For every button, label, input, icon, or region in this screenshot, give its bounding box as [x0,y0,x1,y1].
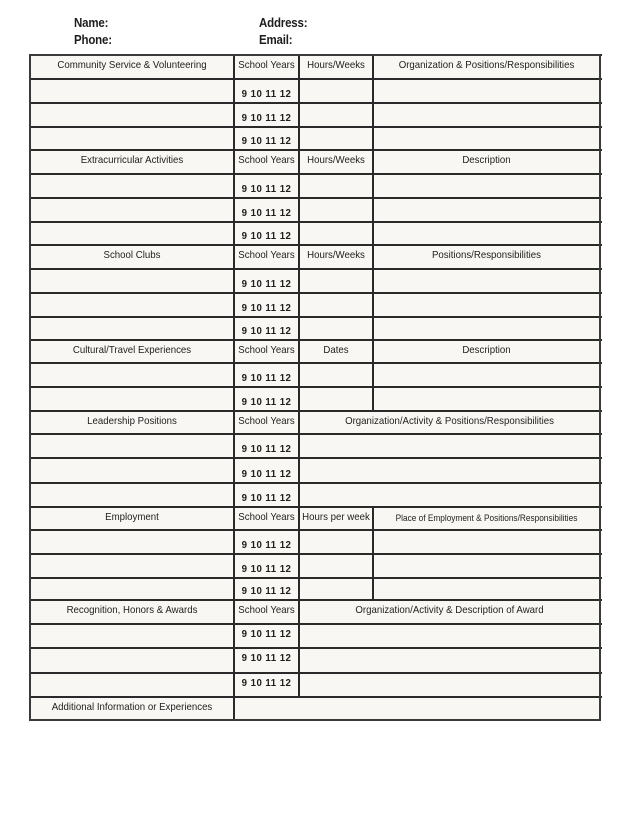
row-divider [30,599,602,601]
cultural-school-years-header-text: School Years [238,344,295,356]
cultural-school-years-options[interactable] [234,387,299,411]
row-divider [30,149,602,151]
recognition-school-years-header-text: School Years [238,604,295,616]
community-school-years-header [234,55,299,79]
clubs-school-years-options-text: 9 10 11 12 [241,325,292,337]
extracurricular-description-field[interactable] [373,198,600,222]
employment-school-years-options[interactable] [234,530,299,554]
extracurricular-entry-field[interactable] [30,222,234,245]
extracurricular-section-title [30,150,234,174]
extracurricular-entry-field[interactable] [30,198,234,222]
leadership-school-years-header [234,411,299,434]
community-school-years-options[interactable] [234,79,299,103]
leadership-description-field[interactable] [299,483,600,507]
cultural-col4-header [373,340,600,363]
row-divider [30,647,602,649]
column-divider [298,600,300,697]
employment-col4-header [373,507,600,530]
employment-school-years-options-text: 9 10 11 12 [241,563,292,575]
row-divider [30,78,602,80]
community-hours-field[interactable] [299,103,373,127]
column-divider [233,600,235,697]
clubs-school-years-options[interactable] [234,269,299,293]
extracurricular-section-title-text: Extracurricular Activities [80,154,184,166]
community-col4-header [373,55,600,79]
address-label: Address: [259,16,308,30]
row-divider [30,102,602,104]
employment-col3-header [299,507,373,530]
cultural-entry-field[interactable] [30,387,234,411]
leadership-entry-field[interactable] [30,458,234,483]
extracurricular-school-years-header [234,150,299,174]
leadership-school-years-options-text: 9 10 11 12 [241,443,292,455]
clubs-description-field[interactable] [373,293,600,317]
recognition-school-years-options[interactable] [234,624,299,648]
additional-info-field[interactable] [234,697,600,720]
clubs-hours-field[interactable] [299,317,373,340]
leadership-school-years-options[interactable] [234,458,299,483]
recognition-school-years-options-text: 9 10 11 12 [241,677,292,689]
cultural-col4-header-text: Description [462,344,511,356]
recognition-entry-field[interactable] [30,648,234,673]
leadership-col3-header-text: Organization/Activity & Positions/Responsibilities [345,415,554,427]
employment-hours-field[interactable] [299,578,373,600]
clubs-school-years-options[interactable] [234,317,299,340]
employment-description-field[interactable] [373,554,600,578]
community-col3-header-text: Hours/Weeks [307,59,365,71]
row-divider [30,672,602,674]
extracurricular-hours-field[interactable] [299,198,373,222]
row-divider [30,623,602,625]
row-divider [30,506,602,508]
leadership-description-field[interactable] [299,434,600,458]
column-divider [372,340,374,411]
clubs-school-years-header-text: School Years [238,249,295,261]
row-divider [30,386,602,388]
recognition-entry-field[interactable] [30,624,234,648]
leadership-school-years-options-text: 9 10 11 12 [241,492,292,504]
column-divider [298,411,300,507]
community-school-years-options[interactable] [234,103,299,127]
recognition-entry-field[interactable] [30,673,234,697]
community-description-field[interactable] [373,79,600,103]
extracurricular-school-years-options-text: 9 10 11 12 [241,230,292,242]
cultural-school-years-options-text: 9 10 11 12 [241,372,292,384]
additional-section-title-text: Additional Information or Experiences [51,701,213,713]
column-divider [233,411,235,507]
leadership-school-years-options[interactable] [234,483,299,507]
extracurricular-school-years-options[interactable] [234,222,299,245]
leadership-description-field[interactable] [299,458,600,483]
clubs-col4-header-text: Positions/Responsibilities [431,249,541,261]
clubs-col3-header-text: Hours/Weeks [307,249,365,261]
clubs-school-years-options-text: 9 10 11 12 [241,302,292,314]
community-school-years-header-text: School Years [238,59,295,71]
row-divider [30,316,602,318]
row-divider [30,221,602,223]
row-divider [30,292,602,294]
row-divider [30,529,602,531]
column-divider [233,150,235,245]
community-school-years-options-text: 9 10 11 12 [241,112,292,124]
leadership-school-years-options-text: 9 10 11 12 [241,468,292,480]
column-divider [298,245,300,340]
recognition-col3-header-text: Organization/Activity & Description of Award [355,604,544,616]
row-divider [30,410,602,412]
column-divider [233,507,235,600]
employment-school-years-options-text: 9 10 11 12 [241,539,292,551]
community-school-years-options[interactable] [234,127,299,150]
community-hours-field[interactable] [299,127,373,150]
clubs-hours-field[interactable] [299,269,373,293]
cultural-section-title-text: Cultural/Travel Experiences [72,344,192,356]
clubs-entry-field[interactable] [30,317,234,340]
employment-school-years-options[interactable] [234,554,299,578]
employment-entry-field[interactable] [30,554,234,578]
extracurricular-hours-field[interactable] [299,222,373,245]
clubs-school-years-options-text: 9 10 11 12 [241,278,292,290]
row-divider [30,173,602,175]
leadership-entry-field[interactable] [30,434,234,458]
employment-school-years-options[interactable] [234,578,299,600]
community-col4-header-text: Organization & Positions/Responsibilities [398,59,575,71]
leadership-entry-field[interactable] [30,483,234,507]
clubs-entry-field[interactable] [30,293,234,317]
community-school-years-options-text: 9 10 11 12 [241,88,292,100]
community-section-title [30,55,234,79]
recognition-school-years-options-text: 9 10 11 12 [241,628,292,640]
employment-section-title [30,507,234,530]
community-entry-field[interactable] [30,127,234,150]
cultural-hours-field[interactable] [299,363,373,387]
column-divider [233,55,235,150]
row-divider [30,54,602,56]
clubs-hours-field[interactable] [299,293,373,317]
row-divider [30,433,602,435]
recognition-school-years-options[interactable] [234,648,299,673]
cultural-hours-field[interactable] [299,387,373,411]
leadership-col3-header [299,411,600,434]
clubs-section-title [30,245,234,269]
cultural-school-years-header [234,340,299,363]
extracurricular-school-years-options-text: 9 10 11 12 [241,207,292,219]
recognition-col3-header [299,600,600,624]
community-hours-field[interactable] [299,79,373,103]
phone-label: Phone: [74,33,112,47]
row-divider [30,577,602,579]
clubs-school-years-header [234,245,299,269]
cultural-section-title [30,340,234,363]
row-divider [30,482,602,484]
recognition-description-field[interactable] [299,673,600,697]
column-divider [233,697,235,720]
employment-entry-field[interactable] [30,578,234,600]
column-divider [298,55,300,150]
column-divider [233,340,235,411]
leadership-school-years-options[interactable] [234,434,299,458]
community-entry-field[interactable] [30,79,234,103]
employment-hours-field[interactable] [299,554,373,578]
row-divider [30,553,602,555]
employment-col4-header-text: Place of Employment & Positions/Responsibilities [395,513,578,523]
extracurricular-school-years-options-text: 9 10 11 12 [241,183,292,195]
extracurricular-col3-header [299,150,373,174]
row-divider [30,696,602,698]
clubs-col4-header [373,245,600,269]
extracurricular-col3-header-text: Hours/Weeks [307,154,365,166]
column-divider [372,245,374,340]
employment-school-years-header-text: School Years [238,511,295,523]
employment-section-title-text: Employment [105,511,159,523]
employment-school-years-options-text: 9 10 11 12 [241,585,292,597]
row-divider [30,268,602,270]
community-entry-field[interactable] [30,103,234,127]
extracurricular-description-field[interactable] [373,174,600,198]
cultural-col3-header-text: Dates [323,344,349,356]
recognition-description-field[interactable] [299,648,600,673]
employment-description-field[interactable] [373,578,600,600]
extracurricular-entry-field[interactable] [30,174,234,198]
extracurricular-col4-header-text: Description [462,154,511,166]
email-label: Email: [259,33,293,47]
leadership-school-years-header-text: School Years [238,415,295,427]
extracurricular-school-years-options[interactable] [234,174,299,198]
extracurricular-hours-field[interactable] [299,174,373,198]
employment-hours-field[interactable] [299,530,373,554]
leadership-section-title-text: Leadership Positions [87,415,177,427]
community-description-field[interactable] [373,127,600,150]
recognition-school-years-options[interactable] [234,673,299,697]
extracurricular-school-years-header-text: School Years [238,154,295,166]
cultural-description-field[interactable] [373,363,600,387]
recognition-school-years-header [234,600,299,624]
name-label: Name: [74,16,109,30]
clubs-col3-header [299,245,373,269]
community-description-field[interactable] [373,103,600,127]
clubs-entry-field[interactable] [30,269,234,293]
recognition-description-field[interactable] [299,624,600,648]
cultural-school-years-options[interactable] [234,363,299,387]
extracurricular-description-field[interactable] [373,222,600,245]
recognition-school-years-options-text: 9 10 11 12 [241,652,292,664]
clubs-description-field[interactable] [373,317,600,340]
extracurricular-school-years-options[interactable] [234,198,299,222]
row-divider [30,197,602,199]
column-divider [372,507,374,600]
row-divider [30,339,602,341]
column-divider [298,150,300,245]
row-divider [30,362,602,364]
column-divider [233,245,235,340]
column-divider [372,150,374,245]
cultural-school-years-options-text: 9 10 11 12 [241,396,292,408]
row-divider [30,244,602,246]
community-school-years-options-text: 9 10 11 12 [241,135,292,147]
cultural-description-field[interactable] [373,387,600,411]
column-divider [298,507,300,600]
clubs-description-field[interactable] [373,269,600,293]
column-divider [298,340,300,411]
additional-section-title [30,697,234,720]
employment-school-years-header [234,507,299,530]
cultural-col3-header [299,340,373,363]
employment-col3-header-text: Hours per week [302,511,370,523]
leadership-section-title [30,411,234,434]
extracurricular-col4-header [373,150,600,174]
column-divider [372,55,374,150]
community-section-title-text: Community Service & Volunteering [57,59,207,71]
recognition-section-title [30,600,234,624]
clubs-section-title-text: School Clubs [103,249,161,261]
employment-entry-field[interactable] [30,530,234,554]
community-col3-header [299,55,373,79]
row-divider [30,457,602,459]
clubs-school-years-options[interactable] [234,293,299,317]
employment-description-field[interactable] [373,530,600,554]
row-divider [30,126,602,128]
recognition-section-title-text: Recognition, Honors & Awards [66,604,198,616]
cultural-entry-field[interactable] [30,363,234,387]
